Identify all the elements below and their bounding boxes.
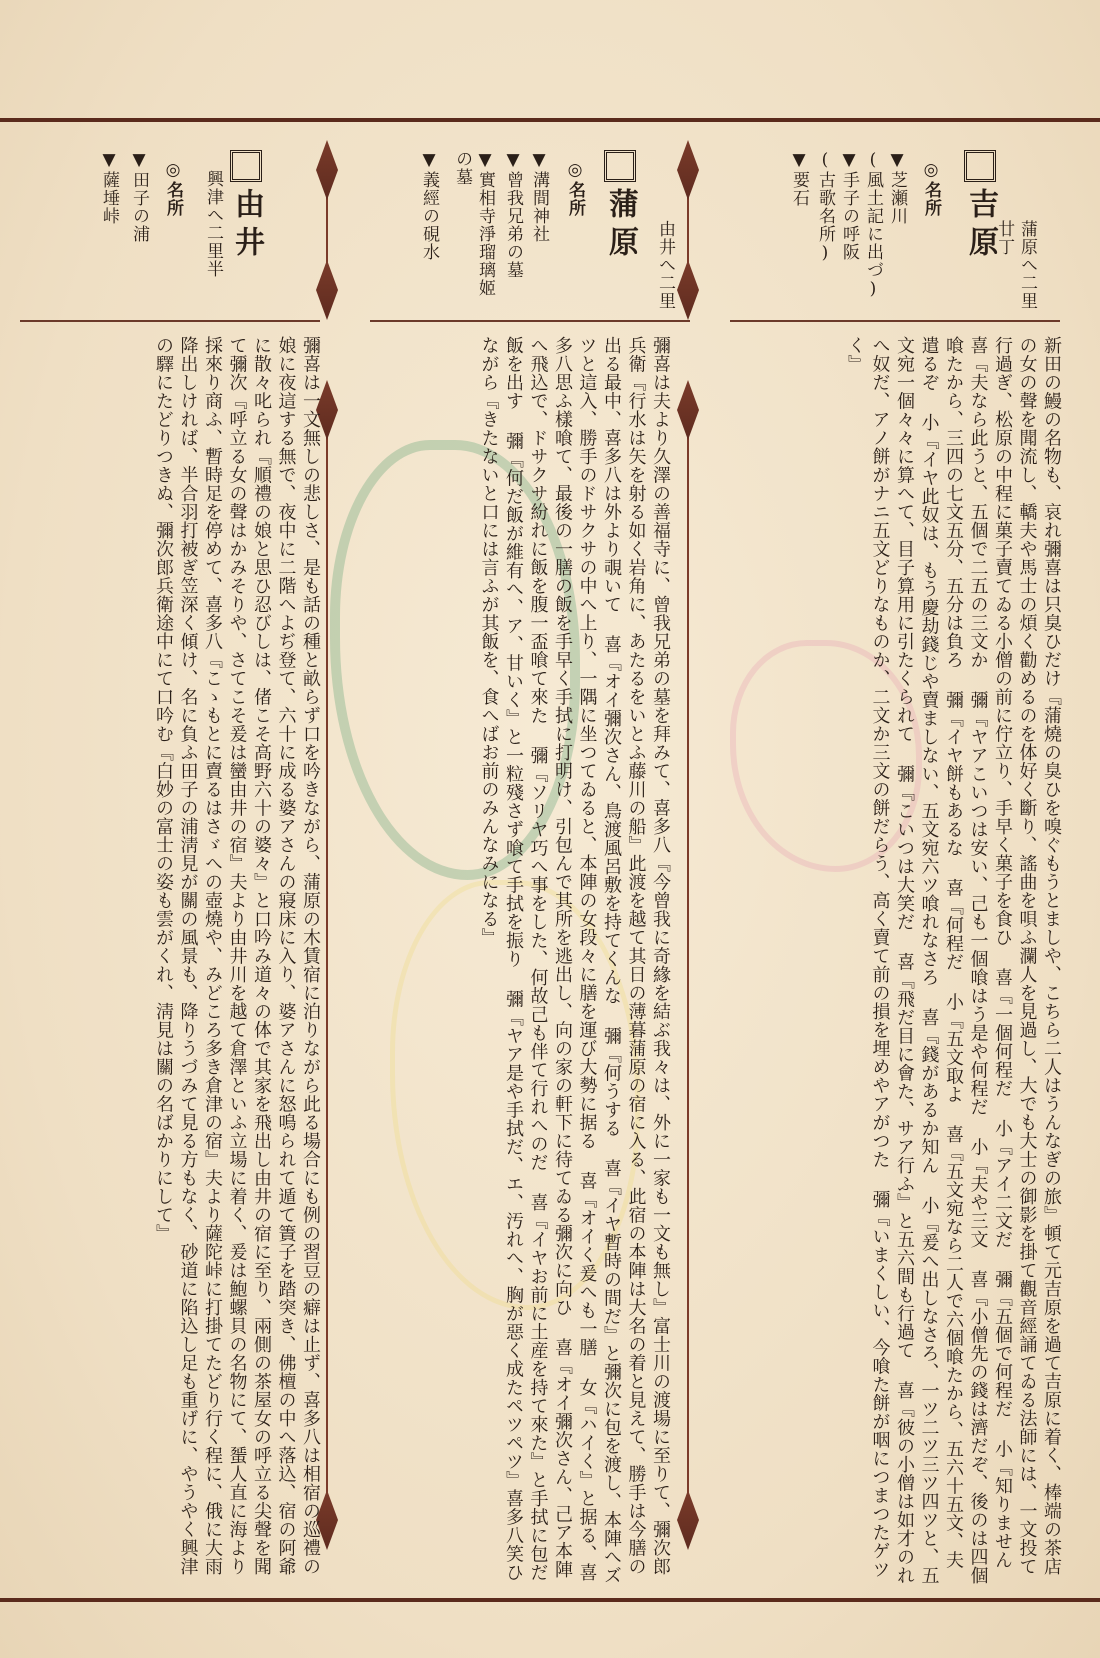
paragraph: 新田の鰻の名物も、哀れ彌喜は只臭ひだけ『蒲燒の臭ひを嗅ぐもうとましや、こちら二人はうんなぎの旅』頓て元吉原を過て吉原に着く、棒端の茶店の女の聲を聞流し、轎夫や馬士の煩く勸めるのを体好く斷り、謠曲を唄ふ瀾人を見過し、大でも大士の御影を掛て觀音經誦てゐる法師には、一文投て行過ぎ、松原の中程に菓子賣てゐる小僧の前に佇立り、手早く菓子を食ひ 喜『一個何程だ 小『アイ二文だ 彌『五個で何程だ 小『知りません 喜『夫なら此うと、五個で二五の三文か 彌『ヤアこいつは安い、己も一個喰はう是や何程だ 小『夫や三文 喜『小僧先の錢は濟だぞ、後のは四個喰たから、三四の七文五分、五分は負ろ 彌『イヤ餅もあるな 喜『何程だ 小『五文取よ 喜『五文宛なら二人で六個喰たから、五六十五文、夫遣るぞ 小『イヤ此奴は、もう慶劫錢じや賣ましない、五文宛六ツ喰れなさろ 喜『錢があるか知ん 小『爰へ出しなさろ、一ツ二ツ三ツ四ツと、五文宛一個々々に算へて、目子算用に引たくられて 彌『こいつは大笑だ 喜『飛だ目に會た、サア行ふ』と五六間も行過て 喜『彼の小僧は如才のれへ奴だ、アノ餅がナニ五文どりなものか、二文か三文の餅だらう、高く賣て前の損を埋めやアがつた 彌『いまくしい、今喰た餅が咽につまつたゲツく』: [845, 336, 1062, 1585]
body-text-yoshiwara: [728, 336, 1063, 1586]
body-text-kambara: [372, 336, 672, 1586]
meisho-label: ◎名所: [163, 160, 183, 217]
meisho-item: ▼實相寺淨瑠璃姬の墓: [452, 150, 495, 297]
meisho-item: ▼芝瀬川: [887, 150, 907, 225]
section-header-yui: [20, 150, 320, 310]
divider-ornament: [683, 390, 693, 1540]
meisho-label: ◎名所: [565, 160, 585, 217]
meisho-item: ▼薩埵峠: [99, 150, 119, 225]
place-title: 蒲原: [598, 150, 642, 264]
meisho-item: ▼要石: [789, 150, 809, 207]
section-rule-yui: [20, 320, 320, 322]
bottom-border-rule: [0, 1598, 1100, 1602]
meisho-item: ▼溝間神社: [529, 150, 549, 243]
place-title: 吉原: [958, 150, 1002, 264]
emblem-icon: [604, 150, 636, 182]
emblem-icon: [230, 150, 262, 182]
paragraph: 彌喜は夫より久澤の善福寺に、曾我兄弟の墓を拜みて、喜多八『今曾我に奇緣を結ぶ我々は、外に一家も一文も無し』富士川の渡場に至りて、彌次郎兵衛『行水は矢を射る如く岩角に、あたるをいとふ藤川の船』此渡を越て其日の薄暮蒲原の宿に入る、此宿の本陣は大名の着と見えて、勝手は今膳の出る最中、喜多八は外より覗いて 喜『オイ彌次さん、鳥渡風呂敷を持てくんな 彌『何うする 喜『イヤ暫時の間だ』と彌次に包を渡し、本陣へズツと這入、勝手のドサクサの中へ上り、一隅に坐つてゐると、本陣の女段々に膳を運び大勢に据る 喜『オイく爰へも一膳 女『ハイく』と据る、喜多八思ふ樣喰て、最後の一膳の飯を手早く手拭に打明け、引包んで其所を逃出し、向の家の軒下に待てゐる彌次に向ひ 喜『オイ彌次さん、己ア本陣へ飛込で、ドサクサ紛れに飯を腹一盃喰て來た 彌『ソリヤ巧へ事をした、何故己も伴て行れへのだ 喜『イヤお前に土産を持て來た』と手拭に包だ飯を出す 彌『何だ飯が維有へ、ア、甘いく』と一粒殘さず喰て手拭を振り 彌『ヤア是や手拭だ、エ、汚れへ、胸が惡く成たペツペツ』喜多八笑ひながら『きたないと口には言ふが其飯を、食へばお前のみんなみになる』: [478, 336, 671, 1585]
paragraph: 彌喜は一文無しの悲しさ、是も話の種と畝らず口を吟きながら、蒲原の木賃宿に泊りながら此る場合にも例の習豆の癖は止ず、喜多八は相宿の巡禮の娘に夜這する無で、夜中に二階へよぢ登て、六十に成る婆アさんの寢床に入り、婆アさんに怒鳴られて遁て簀子を踏突き、佛檀の中へ落込、宿の阿爺に散々叱られ『順禮の娘と思ひ忍びしは、偖こそ高野六十の婆々』と口吟み道々の体で其家を飛出し由井の宿に至り、兩側の茶屋女の呼立る尖聲を聞て彌次『呼立る女の聲はかみそりや、さてこそ爰は蠻由井の宿』夫より由井川を越て倉澤といふ立場に着く、爰は鮑螺貝の名物にて、蜑人直に海より採來り商ふ、暫時足を停めて、喜多八『こゝもとに賣るはさゞへの壺燒や、みどころ多き倉津の宿』夫より薩陀峠に打掛てたどり行く程に、俄に大雨降出しければ、半合羽打被ぎ笠深く傾け、名に負ふ田子の浦淸見が關の風景も、降りうづみて見る方もなく、砂道に陷込し足も重げに、やうやく興津の驛にたどりつきぬ、彌次郎兵衛途中にて口吟む『白妙の富士の姿も雲がくれ、淸見は關の名ばかりにして』: [153, 336, 321, 1576]
meisho-item: ▼手子の呼阪: [839, 150, 859, 261]
meisho-label: ◎名所: [921, 160, 941, 217]
distance-label: 興津へ二里半: [203, 170, 223, 278]
section-header-kambara: [370, 150, 690, 310]
body-text-yui: [22, 336, 322, 1586]
divider-ornament: [322, 150, 332, 310]
place-title: 由井: [224, 150, 268, 264]
top-border-rule: [0, 118, 1100, 122]
meisho-item: (古歌名所): [815, 150, 835, 264]
meisho-item: ▼義經の硯水: [419, 150, 439, 261]
section-rule-kambara: [370, 320, 690, 322]
divider-ornament: [322, 390, 332, 1540]
distance-label: 由井へ二里: [655, 220, 675, 310]
emblem-icon: [964, 150, 996, 182]
section-rule-yoshiwara: [730, 320, 1060, 322]
meisho-item: ▼曾我兄弟の墓: [503, 150, 523, 279]
distance-label: 蒲原へ二里廿丁: [994, 220, 1037, 310]
section-header-yoshiwara: [730, 150, 1060, 310]
meisho-item: (風土記に出づ): [863, 150, 883, 300]
meisho-item: ▼田子の浦: [129, 150, 149, 243]
